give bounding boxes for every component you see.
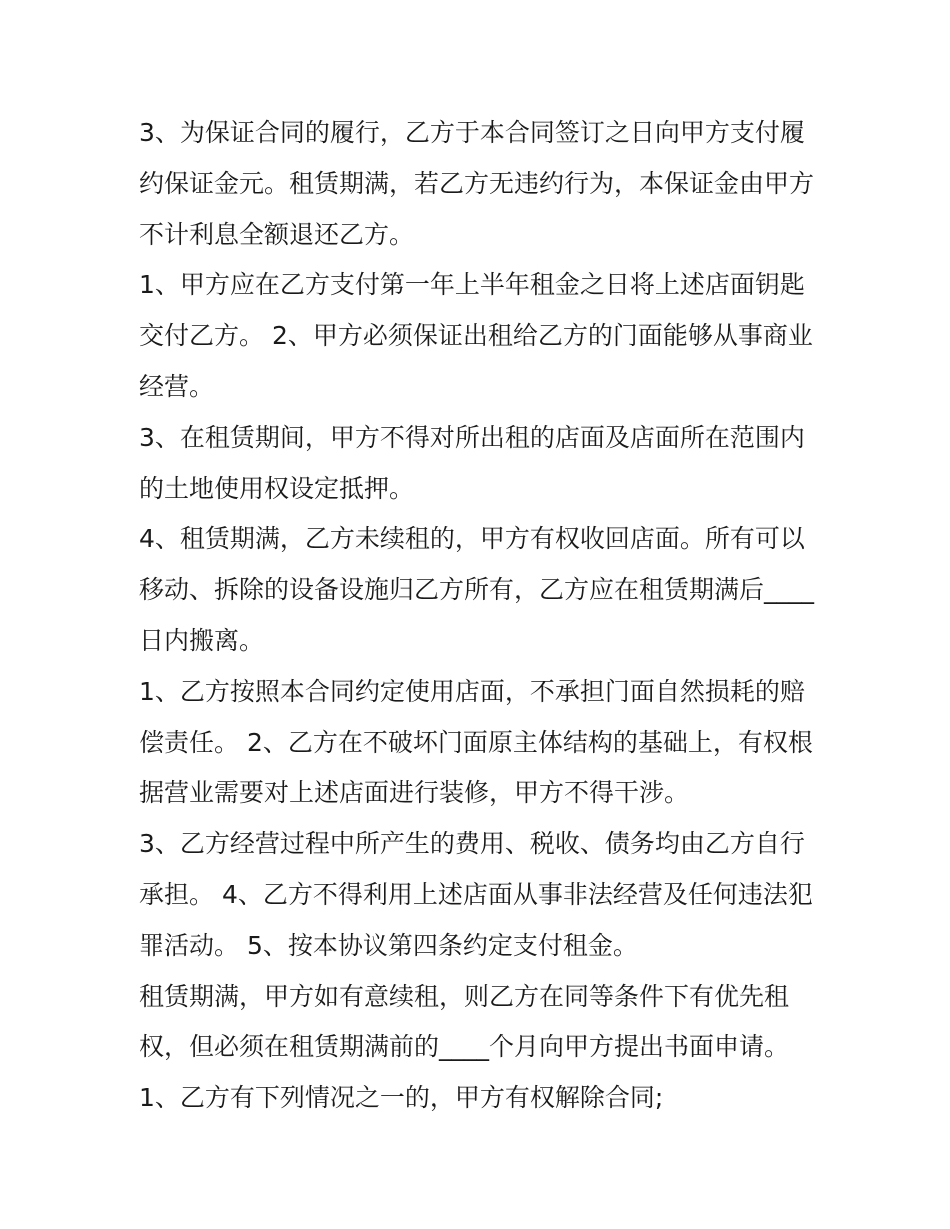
text-line: 承担。 4、乙方不得利用上述店面从事非法经营及任何违法犯 xyxy=(139,879,813,909)
text-line: 日内搬离。 xyxy=(139,625,265,655)
text-line: 1、甲方应在乙方支付第一年上半年租金之日将上述店面钥匙 xyxy=(139,270,805,300)
text-line: 1、乙方按照本合同约定使用店面，不承担门面自然损耗的赔 xyxy=(139,676,805,706)
text-line: 4、租赁期满，乙方未续租的，甲方有权收回店面。所有可以 xyxy=(139,524,805,554)
text-line: 租赁期满，甲方如有意续租，则乙方在同等条件下有优先租 xyxy=(139,981,790,1011)
text-line: 交付乙方。 2、甲方必须保证出租给乙方的门面能够从事商业 xyxy=(139,321,813,351)
text-line: 移动、拆除的设备设施归乙方所有，乙方应在租赁期满后____ xyxy=(139,575,815,605)
text-line: 1、乙方有下列情况之一的，甲方有权解除合同; xyxy=(139,1083,664,1113)
text-line: 3、乙方经营过程中所产生的费用、税收、债务均由乙方自行 xyxy=(139,829,805,859)
document-body xyxy=(139,108,819,1124)
text-line: 权，但必须在租赁期满前的____个月向甲方提出书面申请。 xyxy=(139,1032,790,1062)
text-line: 偿责任。 2、乙方在不破坏门面原主体结构的基础上，有权根 xyxy=(139,727,813,757)
text-line: 3、在租赁期间，甲方不得对所出租的店面及店面所在范围内 xyxy=(139,422,805,452)
text-line: 罪活动。 5、按本协议第四条约定支付租金。 xyxy=(139,930,638,960)
text-line: 据营业需要对上述店面进行装修，甲方不得干涉。 xyxy=(139,778,690,808)
text-line: 3、为保证合同的履行，乙方于本合同签订之日向甲方支付履 xyxy=(139,118,805,147)
text-line: 经营。 xyxy=(139,371,215,401)
text-line: 约保证金元。租赁期满，若乙方无违约行为，本保证金由甲方 xyxy=(139,168,815,198)
text-line: 的土地使用权设定抵押。 xyxy=(139,473,415,503)
text-line: 不计利息全额退还乙方。 xyxy=(139,219,415,249)
